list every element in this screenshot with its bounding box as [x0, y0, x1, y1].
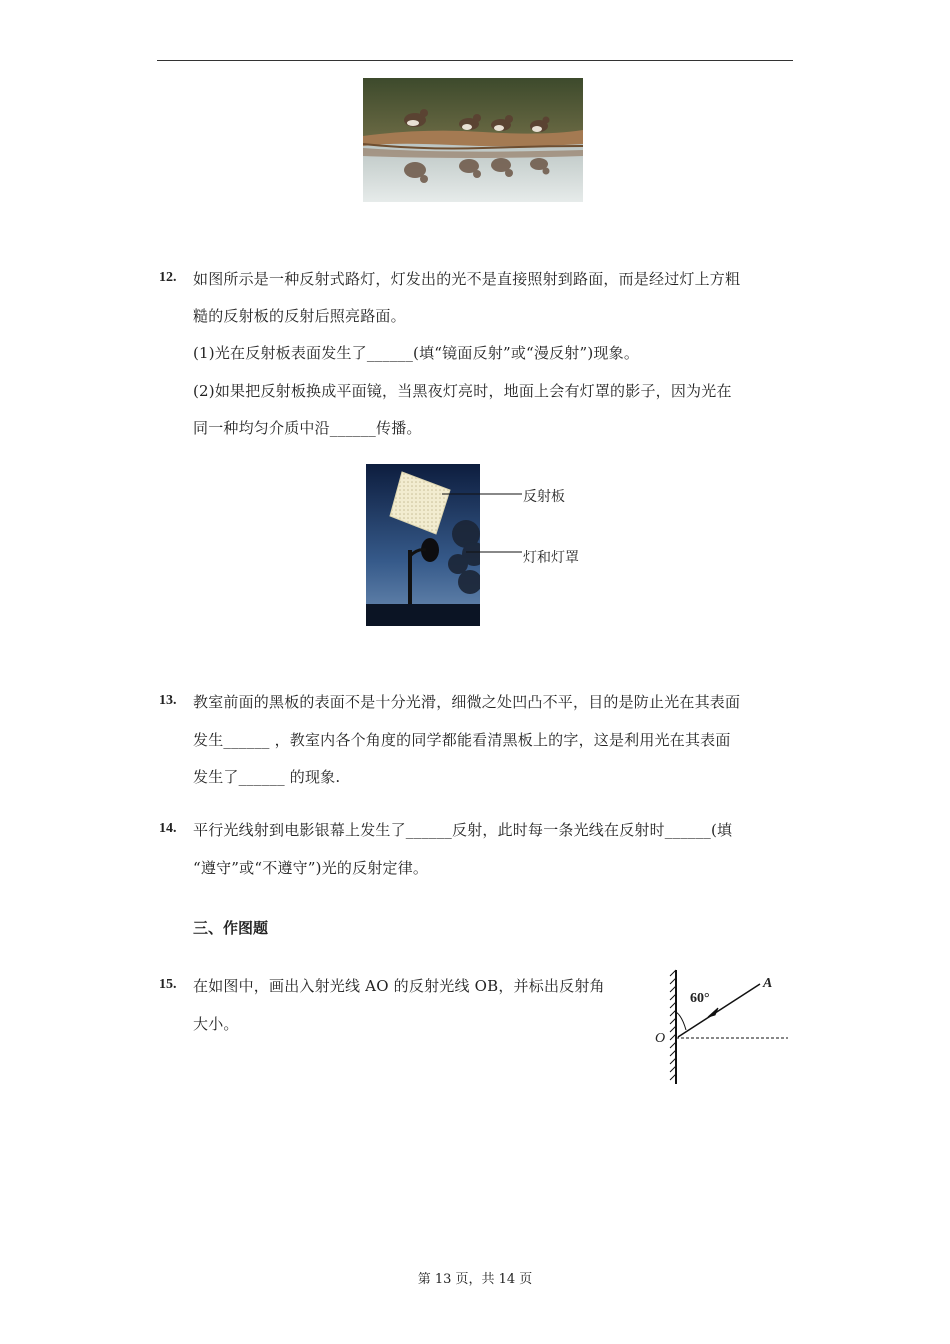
q14-text-line1: 平行光线射到电影银幕上发生了______反射，此时每一条光线在反射时______(填 — [193, 821, 733, 839]
incident-ray-arrow — [708, 1008, 718, 1017]
lamp-label-leaders — [440, 480, 530, 570]
label-lamp-and-shade: 灯和灯罩 — [523, 550, 579, 566]
point-o-label: O — [655, 1031, 666, 1046]
q12-number: 12. — [159, 270, 177, 285]
angle-arc — [676, 1012, 686, 1030]
q13-text-line1: 教室前面的黑板的表面不是十分光滑，细微之处凹凸不平，目的是防止光在其表面 — [193, 693, 741, 711]
page-footer: 第 13 页，共 14 页 — [417, 1272, 533, 1287]
q12-subquestion-2b: 同一种均匀介质中沿______传播。 — [193, 419, 422, 437]
section-title-drawing: 三、作图题 — [193, 919, 269, 937]
label-reflector: 反射板 — [523, 489, 565, 505]
q14-text-line2: “遵守”或“不遵守”)光的反射定律。 — [193, 859, 429, 877]
point-a-label: A — [763, 976, 773, 991]
q12-text-line1: 如图所示是一种反射式路灯，灯发出的光不是直接照射到路面，而是经过灯上方粗 — [193, 270, 741, 288]
q15-text-line1: 在如图中，画出入射光线 AO 的反射光线 OB，并标出反射角 — [193, 977, 605, 995]
q12-subquestion-2a: (2)如果把反射板换成平面镜，当黑夜灯亮时，地面上会有灯罩的影子，因为光在 — [193, 382, 732, 400]
q14-number: 14. — [159, 821, 177, 836]
q12-text-line2: 糙的反射板的反射后照亮路面。 — [193, 307, 406, 325]
angle-60-label: 60° — [690, 991, 710, 1006]
q13-text-line2: 发生______ ，教室内各个角度的同学都能看清黑板上的字，这是利用光在其表面 — [193, 731, 731, 749]
q15-number: 15. — [159, 977, 177, 992]
header-rule — [157, 60, 793, 61]
birds-reflection-image — [363, 78, 583, 202]
q13-text-line3: 发生了______ 的现象. — [193, 768, 341, 786]
q15-text-line2: 大小。 — [193, 1015, 239, 1033]
q12-subquestion-1: (1)光在反射板表面发生了______(填“镜面反射”或“漫反射”)现象。 — [193, 344, 640, 362]
q13-number: 13. — [159, 693, 177, 708]
